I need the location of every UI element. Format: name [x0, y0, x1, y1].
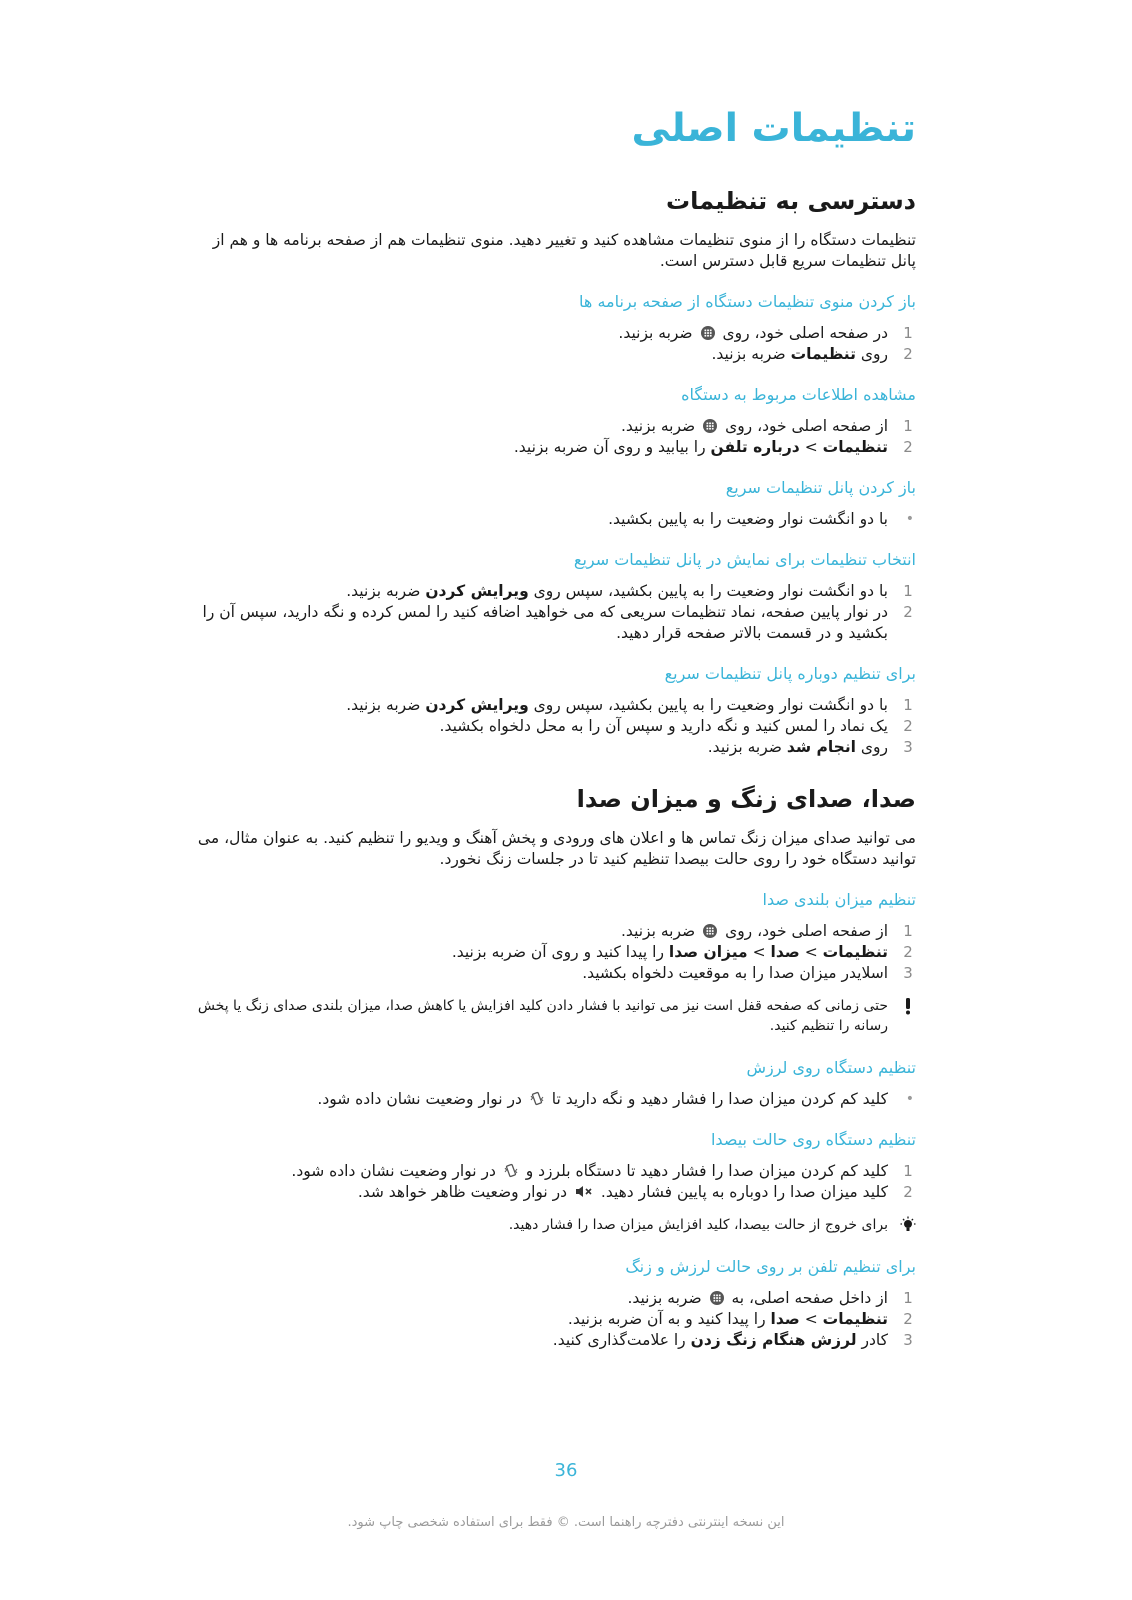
task-heading: تنظیم دستگاه روی حالت بیصدا — [710, 1130, 916, 1149]
steps-list — [196, 921, 916, 984]
note-text: حتی زمانی که صفحه قفل است نیز می توانید با فشار دادن کلید افزایش یا کاهش صدا، میزان بلندی صدای زنگ یا پخش رسانه را تنظیم کنید. — [197, 998, 888, 1034]
step-text: کلید کم کردن میزان صدا را فشار دهید تا دستگاه بلرزد و — [525, 1162, 888, 1180]
bullet-text: با دو انگشت نوار وضعیت را به پایین بکشید. — [608, 510, 888, 528]
step-number: 2 — [903, 1183, 913, 1201]
step-text: روی — [860, 738, 888, 756]
step-bold-term: تنظیمات — [790, 345, 856, 363]
step-bold-term: ویرایش کردن — [425, 582, 529, 600]
bullet-item — [196, 1089, 916, 1110]
step-bold-term: تنظیمات — [822, 1310, 888, 1328]
step-text: در صفحه اصلی خود، روی — [722, 324, 888, 342]
path-separator: > — [752, 943, 766, 961]
step-item — [196, 416, 916, 437]
step-item — [196, 1330, 916, 1351]
step-bold-term: لرزش هنگام زنگ زدن — [690, 1331, 857, 1349]
step-item — [196, 963, 916, 984]
bullet-marker: • — [905, 511, 914, 527]
vibrate-icon — [504, 1163, 518, 1178]
section-intro: تنظیمات دستگاه را از منوی تنظیمات مشاهده کنید و تغییر دهید. منوی تنظیمات هم از صفحه برنامه ها و هم از پانل تنظیمات سریع قابل دسترس است. — [212, 231, 916, 270]
step-item — [196, 1161, 916, 1182]
steps-list — [196, 416, 916, 458]
step-item — [196, 344, 916, 365]
step-number: 1 — [903, 582, 913, 600]
step-text: ضربه بزنید. — [618, 324, 693, 342]
steps-list — [196, 1161, 916, 1203]
step-text: ضربه بزنید. — [621, 417, 696, 435]
bullet-item — [196, 509, 916, 530]
step-number: 1 — [903, 922, 913, 940]
step-item — [196, 921, 916, 942]
apps-grid-icon — [701, 326, 715, 340]
steps-list — [196, 695, 916, 758]
step-text: روی — [860, 345, 888, 363]
vibrate-icon — [530, 1091, 544, 1106]
step-number: 3 — [903, 738, 913, 756]
steps-list — [196, 323, 916, 365]
step-text: کادر — [861, 1331, 888, 1349]
step-number: 1 — [903, 696, 913, 714]
apps-grid-icon — [703, 924, 717, 938]
step-text: را پیدا کنید و به آن ضربه بزنید. — [567, 1310, 766, 1328]
task-heading: باز کردن منوی تنظیمات دستگاه از صفحه برنامه ها — [579, 292, 916, 311]
apps-grid-icon — [710, 1291, 724, 1305]
section-title-settings-access: دسترسی به تنظیمات — [665, 187, 916, 215]
step-bold-term: میزان صدا — [668, 943, 748, 961]
step-number: 2 — [903, 717, 913, 735]
step-text: در نوار وضعیت ظاهر خواهد شد. — [357, 1183, 568, 1201]
tip-note — [196, 1215, 916, 1235]
note-text: برای خروج از حالت بیصدا، کلید افزایش میزان صدا را فشار دهید. — [508, 1217, 888, 1233]
step-text: ضربه بزنید. — [707, 738, 782, 756]
path-separator: > — [804, 943, 818, 961]
task-heading: انتخاب تنظیمات برای نمایش در پانل تنظیمات سریع — [573, 550, 916, 569]
step-number: 2 — [903, 943, 913, 961]
step-number: 2 — [903, 603, 913, 621]
path-separator: > — [804, 438, 818, 456]
step-bold-term: انجام شد — [786, 738, 856, 756]
step-text: را بیابید و روی آن ضربه بزنید. — [513, 438, 706, 456]
bullet-list — [196, 1089, 916, 1110]
step-text: با دو انگشت نوار وضعیت را به پایین بکشید، سپس روی — [533, 582, 888, 600]
step-bold-term: تنظیمات — [822, 438, 888, 456]
step-text: اسلایدر میزان صدا را به موقعیت دلخواه بکشید. — [582, 964, 888, 982]
bullet-marker: • — [905, 1091, 914, 1107]
step-bold-term: درباره تلفن — [710, 438, 800, 456]
step-number: 1 — [903, 417, 913, 435]
step-item — [196, 695, 916, 716]
step-text: ضربه بزنید. — [621, 922, 696, 940]
step-text: از داخل صفحه اصلی، به — [731, 1289, 888, 1307]
step-bold-term: صدا — [770, 1310, 800, 1328]
step-item — [196, 1309, 916, 1330]
step-item — [196, 737, 916, 758]
lightbulb-icon — [900, 1216, 916, 1234]
steps-list — [196, 581, 916, 644]
step-number: 2 — [903, 438, 913, 456]
step-text: را علامت‌گذاری کنید. — [552, 1331, 686, 1349]
step-text: با دو انگشت نوار وضعیت را به پایین بکشید، سپس روی — [533, 696, 888, 714]
task-heading: تنظیم دستگاه روی لرزش — [746, 1058, 916, 1077]
step-text: در نوار پایین صفحه، نماد تنظیمات سریعی که می خواهید اضافه کنید را لمس کرده و نگه دارید، سپس آن را بکشید و در قسمت بالاتر صفحه قرار دهید. — [202, 603, 888, 642]
warning-note — [196, 996, 916, 1036]
step-text: ضربه بزنید. — [346, 582, 421, 600]
task-heading: مشاهده اطلاعات مربوط به دستگاه — [681, 385, 916, 404]
step-bold-term: ویرایش کردن — [425, 696, 529, 714]
step-number: 1 — [903, 324, 913, 342]
bullet-text: در نوار وضعیت نشان داده شود. — [317, 1090, 522, 1108]
bullet-list — [196, 509, 916, 530]
footer-notice: این نسخه اینترنتی دفترچه راهنما است. © فقط برای استفاده شخصی چاپ شود. — [347, 1515, 785, 1530]
step-item — [196, 716, 916, 737]
step-item — [196, 1182, 916, 1203]
step-text: یک نماد را لمس کنید و نگه دارید و سپس آن را به محل دلخواه بکشید. — [439, 717, 888, 735]
step-text: کلید میزان صدا را دوباره به پایین فشار دهید. — [600, 1183, 888, 1201]
step-text: از صفحه اصلی خود، روی — [725, 417, 888, 435]
step-number: 3 — [903, 1331, 913, 1349]
steps-list — [196, 1288, 916, 1351]
task-heading: برای تنظیم تلفن بر روی حالت لرزش و زنگ — [625, 1257, 916, 1276]
exclamation-icon — [900, 997, 916, 1015]
path-separator: > — [804, 1310, 818, 1328]
section-title-sound: صدا، صدای زنگ و میزان صدا — [576, 785, 916, 813]
task-heading: برای تنظیم دوباره پانل تنظیمات سریع — [664, 664, 916, 683]
step-item — [196, 581, 916, 602]
step-number: 3 — [903, 964, 913, 982]
page-number: 36 — [554, 1460, 578, 1481]
step-item — [196, 1288, 916, 1309]
step-item — [196, 437, 916, 458]
step-number: 2 — [903, 1310, 913, 1328]
step-number: 1 — [903, 1162, 913, 1180]
section-intro: می توانید صدای میزان زنگ تماس ها و اعلان های ورودی و پخش آهنگ و ویدیو را تنظیم کنید. به عنوان مثال، می توانید دستگاه خود را روی حالت بیصدا تنظیم کنید تا در جلسات زنگ نخورد. — [197, 829, 916, 868]
step-text: ضربه بزنید. — [627, 1289, 702, 1307]
step-item — [196, 942, 916, 963]
step-bold-term: تنظیمات — [822, 943, 888, 961]
page-content — [196, 104, 916, 1369]
step-text: ضربه بزنید. — [346, 696, 421, 714]
step-number: 2 — [903, 345, 913, 363]
chapter-title: تنظیمات اصلی — [631, 106, 916, 151]
apps-grid-icon — [703, 419, 717, 433]
step-text: در نوار وضعیت نشان داده شود. — [291, 1162, 496, 1180]
step-text: از صفحه اصلی خود، روی — [725, 922, 888, 940]
step-item — [196, 323, 916, 344]
task-heading: باز کردن پانل تنظیمات سریع — [725, 478, 916, 497]
bullet-text: کلید کم کردن میزان صدا را فشار دهید و نگه دارید تا — [551, 1090, 888, 1108]
step-item — [196, 602, 916, 644]
step-bold-term: صدا — [770, 943, 800, 961]
step-text: ضربه بزنید. — [711, 345, 786, 363]
mute-speaker-icon — [575, 1185, 593, 1198]
step-text: را پیدا کنید و روی آن ضربه بزنید. — [451, 943, 664, 961]
task-heading: تنظیم میزان بلندی صدا — [762, 890, 916, 909]
step-number: 1 — [903, 1289, 913, 1307]
